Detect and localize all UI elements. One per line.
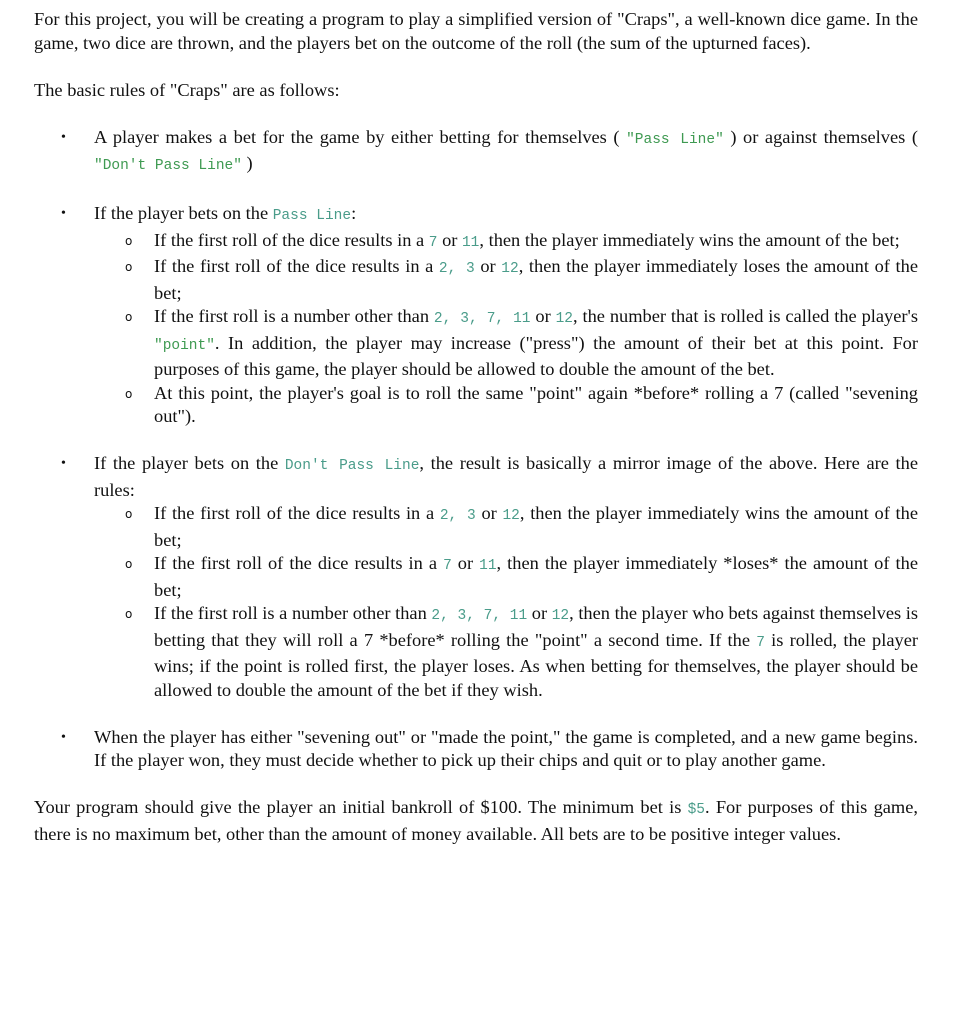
bullet-text: : xyxy=(351,203,357,223)
closing-paragraph: Your program should give the player an initial bankroll of $100. The minimum bet is $5. For purposes of this game, there is no maximum bet, other than the amount of money available. All bets are to be positive integer values. xyxy=(34,797,918,844)
code-dont-pass-line: "Don't Pass Line" xyxy=(94,158,242,174)
bullet-text: ) xyxy=(241,153,253,173)
bullet-marker: • xyxy=(61,456,66,471)
sub-marker: o xyxy=(125,607,133,621)
sub-marker: o xyxy=(125,557,133,571)
bullet-text: If the player bets on the xyxy=(94,203,273,223)
subitem-pass-goal: o At this point, the player's goal is to roll the same "point" again *before* rolling a 7 (called "sevening out"). xyxy=(125,382,918,426)
bullet-dont-pass-line xyxy=(34,452,918,502)
subitem-pass-lose: o If the first roll of the dice results in a 2, 3 or 12, then the player immediately loses the amount of the bet; xyxy=(125,256,918,303)
bullet-marker: • xyxy=(61,206,66,221)
code-pass-line: "Pass Line" xyxy=(626,131,724,148)
bullet-marker: • xyxy=(61,129,66,145)
subitem-dontpass-lose: o If the first roll of the dice results in a 7 or 11, then the player immediately *loses* the amount of the bet; xyxy=(125,553,918,600)
subitem-dontpass-point: o If the first roll is a number other than 2, 3, 7, 11 or 12, then the player who bets against themselves is betting that they will roll a 7 *before* rolling the "point" a second time. If the 7 is rolled, the player wins; if the point is rolled first, the player loses. As when betting for themselves, the player should be allowed to double the amount of the bet if they wish. xyxy=(125,603,919,700)
bullet-pass-line xyxy=(34,202,918,229)
code-min-bet: $5 xyxy=(687,802,705,818)
bullet-marker: • xyxy=(61,729,66,745)
subitem-dontpass-win: o If the first roll of the dice results in a 2, 3 or 12, then the player immediately wins the amount of the bet; xyxy=(125,503,918,550)
bullet-game-end xyxy=(34,726,918,773)
subitem-pass-point: o If the first roll is a number other than 2, 3, 7, 11 or 12, the number that is rolled is called the player's "point". In addition, the player may increase ("press") the amount of their bet at this point. For purposes of this game, the player should be allowed to double the amount of the bet. xyxy=(125,306,918,379)
subitem-pass-win: o If the first roll of the dice results in a 7 or 11, then the player immediately wins the amount of the bet; xyxy=(34,229,918,256)
sub-marker: o xyxy=(125,507,133,521)
bullet-text: ) or against themselves ( xyxy=(723,126,918,147)
sub-marker: o xyxy=(125,310,133,324)
intro-paragraph: For this project, you will be creating a program to play a simplified version of "Craps", a well-known dice game. In the game, two dice are thrown, and the players bet on the outcome of the roll (the sum of the upturned faces). xyxy=(34,9,918,53)
bullet-text: If the player bets on the xyxy=(94,453,285,473)
bullet-bet-choice xyxy=(34,126,918,179)
sub-marker: o xyxy=(125,260,133,274)
bullet-text: When the player has either "sevening out" or "made the point," the game is completed, and a new game begins. If the player won, they must decide whether to pick up their chips and quit or to play another game. xyxy=(94,726,918,770)
sub-marker: o xyxy=(125,386,133,401)
code-pass-line: Pass Line xyxy=(272,208,352,224)
bullet-text: A player makes a bet for the game by either betting for themselves ( xyxy=(94,126,627,147)
sub-marker: o xyxy=(125,233,133,248)
rules-heading: The basic rules of "Craps" are as follows: xyxy=(34,79,340,100)
bullet-text: , the result is basically a mirror image of the above. Here are the rules: xyxy=(94,453,918,500)
code-dont-pass-line: Don't Pass Line xyxy=(284,458,420,474)
